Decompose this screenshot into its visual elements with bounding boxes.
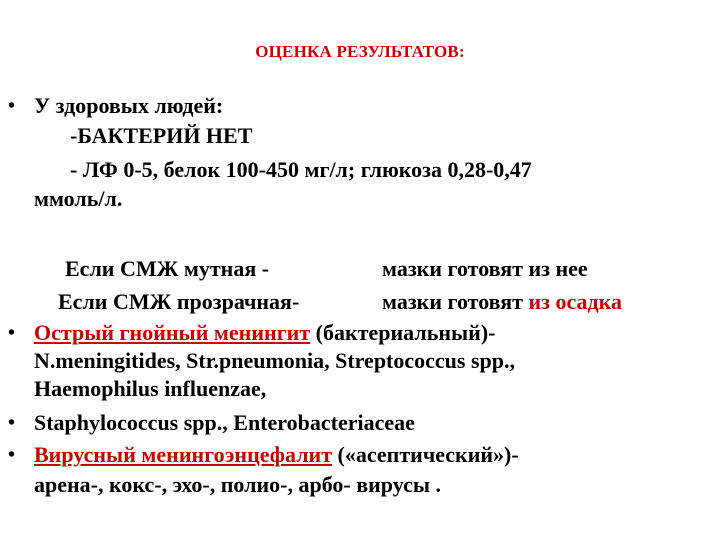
staph-entero-line: Staphylococcus spp., Enterobacteriaceae [34,410,415,435]
purulent-meningitis-term: Острый гнойный менингит [34,320,311,345]
purulent-meningitis-line [34,320,496,346]
clear-csf-action-text: мазки готовят [382,289,523,314]
viral-meningoencephalitis-type: («асептический»)- [332,442,519,467]
bullet-marker: • [8,95,16,117]
viral-meningoencephalitis-term: Вирусный менингоэнцефалит [34,442,333,467]
bullet-marker: • [8,322,16,344]
healthy-heading: У здоровых людей: [34,93,224,118]
csf-norms-unit-line: ммоль/л. [34,186,123,211]
no-bacteria-line: -БАКТЕРИЙ НЕТ [70,123,253,148]
bullet-marker: • [8,412,16,434]
bacteria-list-line-2: Haemophilus influenzae, [34,376,267,401]
turbid-csf-action: мазки готовят из нее [382,256,588,281]
slide-title: ОЦЕНКА РЕЗУЛЬТАТОВ: [255,42,465,61]
viral-meningoencephalitis-line [34,442,519,468]
bullet-marker: • [8,444,16,466]
clear-csf-action [382,289,622,315]
virus-list-line: арена-, кокс-, эхо-, полио-, арбо- вирусы . [34,472,442,497]
sediment-term: из осадка [528,289,622,314]
turbid-csf-label: Если СМЖ мутная - [65,256,270,281]
clear-csf-label: Если СМЖ прозрачная- [58,289,300,314]
purulent-meningitis-type: (бактериальный)- [310,320,496,345]
bacteria-list-line-1: N.meningitides, Str.pneumonia, Streptococcus spp., [34,348,516,373]
csf-norms-line: - ЛФ 0-5, белок 100-450 мг/л; глюкоза 0,28-0,47 [70,157,532,182]
